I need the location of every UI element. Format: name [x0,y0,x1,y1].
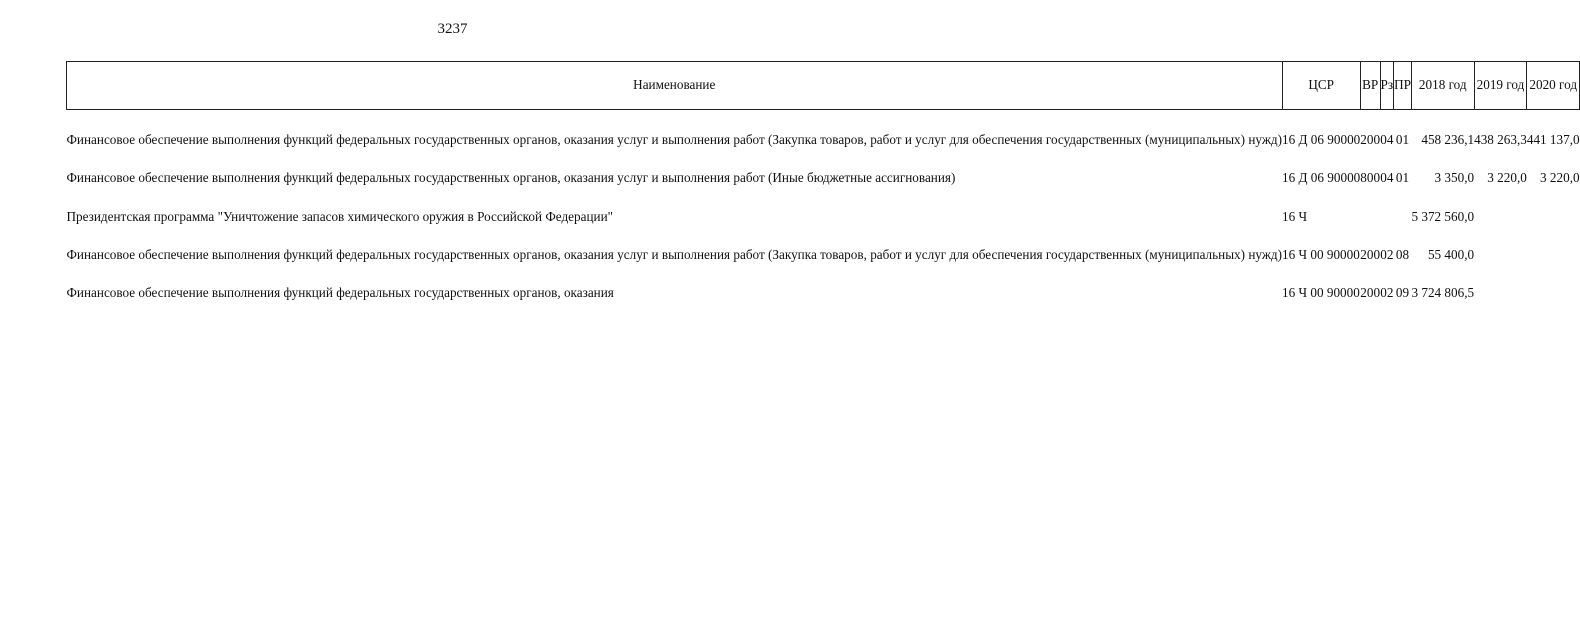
row-rz: 02 [1380,246,1394,262]
row-2020 [1527,247,1580,263]
table-row [67,209,1580,225]
row-2018: 3 724 806,5 [1411,285,1475,301]
row-pr: 01 [1395,170,1410,186]
row-name: Финансовое обеспечение выполнения функций федеральных государственных органов, оказания [66,285,614,301]
row-rz: 04 [1380,132,1394,147]
row-pr [1394,209,1412,225]
row-2018: 5 372 560,0 [1411,208,1475,224]
header-rz: Рз [1380,62,1394,110]
table-row [67,132,1580,148]
row-2020 [1527,209,1580,225]
row-rz: 04 [1380,170,1394,186]
table-row [67,170,1580,186]
row-name: Финансовое обеспечение выполнения функций федеральных государственных органов, оказания услуг и выполнения работ (Закупка товаров, работ и услуг для обеспечения государственных (муниципальных) нужд) [66,246,1283,262]
row-vr: 200 [1360,132,1381,147]
header-pr: ПР [1394,62,1412,110]
header-csr: ЦСР [1282,62,1360,110]
table-row [67,247,1580,263]
page-number: 3237 [437,21,468,37]
row-2020: 441 137,0 [1526,132,1580,147]
row-2020: 3 220,0 [1540,170,1580,186]
row-pr: 09 [1395,285,1410,301]
row-csr: 16 Ч [1282,208,1308,224]
row-2018: 3 350,0 [1434,170,1475,186]
header-2020: 2020 год [1527,62,1580,110]
row-csr: 16 Ч 00 90000 [1282,246,1360,262]
row-name: Президентская программа "Уничтожение запасов химического оружия в Российской Федерации" [66,208,614,224]
header-2019: 2019 год [1474,62,1527,110]
row-pr: 08 [1395,246,1410,262]
row-vr [1360,209,1380,225]
row-csr: 16 Д 06 90000 [1282,170,1361,186]
row-2019: 438 263,3 [1474,132,1527,147]
row-name: Финансовое обеспечение выполнения функций федеральных государственных органов, оказания услуг и выполнения работ (Закупка товаров, работ и услуг для обеспечения государственных (муниципальных) нужд) [66,132,1283,147]
row-2018: 55 400,0 [1427,246,1475,262]
row-2019 [1474,247,1527,263]
row-vr: 200 [1360,246,1381,262]
header-vr: ВР [1360,62,1380,110]
row-vr: 800 [1360,170,1381,186]
row-2020 [1527,285,1580,301]
row-csr: 16 Д 06 90000 [1282,132,1361,147]
row-rz [1380,209,1394,225]
header-2018: 2018 год [1411,62,1474,110]
header-name: Наименование [67,62,1283,110]
row-name: Финансовое обеспечение выполнения функций федеральных государственных органов, оказания услуг и выполнения работ (Иные бюджетные ассигнования) [66,170,956,186]
budget-table [66,61,1580,301]
row-vr: 200 [1360,285,1381,301]
row-rz: 02 [1380,285,1394,301]
row-2018: 458 236,1 [1421,132,1475,147]
table-header-row [67,62,1580,110]
table-row [67,285,1580,301]
row-2019 [1474,285,1527,301]
row-2019: 3 220,0 [1487,170,1527,186]
row-csr: 16 Ч 00 90000 [1282,285,1360,301]
row-2019 [1474,209,1527,225]
row-pr: 01 [1395,132,1410,147]
